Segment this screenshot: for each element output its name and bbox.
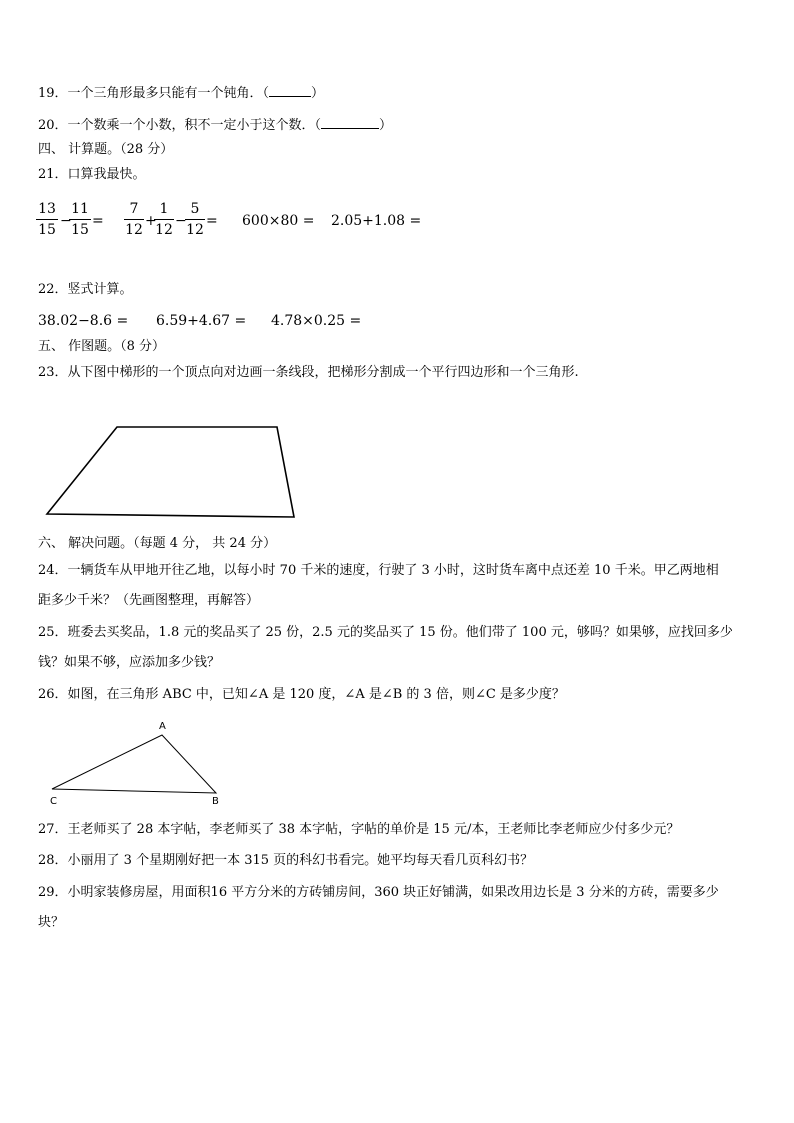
denominator: 15 <box>71 222 89 238</box>
question-29-line-2: 块？ <box>38 915 65 930</box>
expression-600x80: 600×80 = <box>242 213 315 229</box>
expression-4.78x0.25: 4.78×0.25 = <box>271 313 362 329</box>
question-22: 22．竖式计算。 <box>38 282 133 297</box>
triangle-shape <box>52 735 216 793</box>
section-5-heading: 五、 作图题。（8 分） <box>38 339 166 354</box>
numerator: 1 <box>159 201 169 217</box>
expression-38.02-8.6: 38.02−8.6 = <box>38 313 129 329</box>
vertex-label-c: C <box>50 796 57 807</box>
equals-sign: = <box>206 213 218 229</box>
question-25-line-1: 25．班委去买奖品，1.8 元的奖品买了 25 份，2.5 元的奖品买了 15 份。他们带了 100 元，够吗？如果够，应找回多少 <box>38 625 733 640</box>
section-6-heading: 六、 解决问题。（每题 4 分， 共 24 分） <box>38 536 277 551</box>
numerator: 5 <box>190 201 200 217</box>
minus-sign: − <box>60 213 72 229</box>
expression-2.05+1.08: 2.05+1.08 = <box>331 213 422 229</box>
equals-sign: = <box>92 213 104 229</box>
vertex-label-b: B <box>212 796 219 807</box>
paren-close: ） <box>311 86 325 101</box>
denominator: 12 <box>155 222 173 238</box>
denominator: 12 <box>125 222 143 238</box>
question-19-text: 19．一个三角形最多只能有一个钝角．（ <box>38 86 270 101</box>
vertex-label-a: A <box>159 721 166 732</box>
question-24-line-1: 24．一辆货车从甲地开往乙地，以每小时 70 千米的速度，行驶了 3 小时，这时货车离中点还差 10 千米。甲乙两地相 <box>38 563 719 578</box>
question-24-line-2: 距多少千米？（先画图整理，再解答） <box>38 593 260 608</box>
plus-sign: + <box>145 213 157 229</box>
section-4-heading: 四、 计算题。（28 分） <box>38 142 174 157</box>
minus-sign: − <box>175 213 187 229</box>
numerator: 11 <box>71 201 89 217</box>
paren-close: ） <box>379 118 393 133</box>
question-26: 26．如图，在三角形 ABC 中，已知∠A 是 120 度，∠A 是∠B 的 3 倍，则∠C 是多少度？ <box>38 687 565 702</box>
question-20-text: 20．一个数乘一个小数，积不一定小于这个数．（ <box>38 118 322 133</box>
question-27: 27．王老师买了 28 本字帖，李老师买了 38 本字帖，字帖的单价是 15 元/本，王老师比李老师应少付多少元？ <box>38 822 680 837</box>
numerator: 7 <box>129 201 139 217</box>
question-21: 21．口算我最快。 <box>38 167 146 182</box>
denominator: 12 <box>186 222 204 238</box>
question-28: 28．小丽用了 3 个星期刚好把一本 315 页的科幻书看完。她平均每天看几页科幻书？ <box>38 853 534 868</box>
numerator: 13 <box>38 201 56 217</box>
denominator: 15 <box>38 222 56 238</box>
question-25-line-2: 钱？如果不够，应添加多少钱？ <box>38 655 221 670</box>
question-29-line-1: 29．小明家装修房屋，用面积16 平方分米的方砖铺房间，360 块正好铺满，如果改用边长是 3 分米的方砖，需要多少 <box>38 885 719 900</box>
question-23: 23．从下图中梯形的一个顶点向对边画一条线段，把梯形分割成一个平行四边形和一个三角形. <box>38 365 579 380</box>
expression-6.59+4.67: 6.59+4.67 = <box>156 313 247 329</box>
